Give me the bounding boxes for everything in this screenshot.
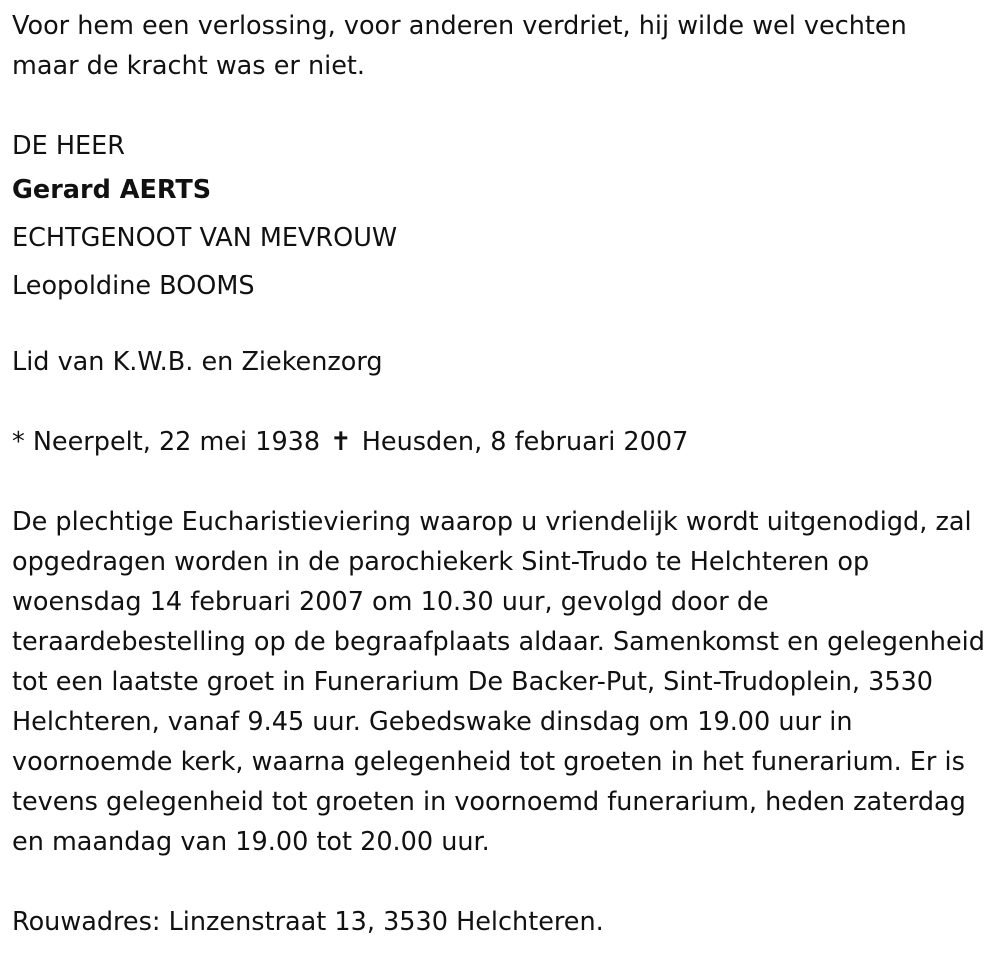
spouse-name: Leopoldine BOOMS	[12, 271, 255, 301]
spacer	[12, 462, 1000, 502]
birth-info: * Neerpelt, 22 mei 1938	[12, 427, 321, 457]
membership-line: Lid van K.W.B. en Ziekenzorg	[12, 347, 383, 377]
relation-label: ECHTGENOOT VAN MEVROUW	[12, 223, 398, 253]
spacer	[12, 382, 1000, 422]
cross-icon: ✝	[330, 427, 352, 457]
spacer	[12, 86, 1000, 126]
mourning-address: Rouwadres: Linzenstraat 13, 3530 Helchteren.	[12, 907, 604, 937]
spacer	[12, 862, 1000, 902]
ceremony-details: De plechtige Eucharistieviering waarop u vriendelijk wordt uitgenodigd, zal opgedragen worden in de parochiekerk Sint-Trudo te Helchteren op woensdag 14 februari 2007 om 10.30 uur, gevolgd door de teraardebestelling op de begraafplaats aldaar. Samenkomst en gelegenheid tot een laatste groet in Funerarium De Backer-Put, Sint-Trudoplein, 3530 Helchteren, vanaf 9.45 uur. Gebedswake dinsdag om 19.00 uur in voornoemde kerk, waarna gelegenheid tot groeten in het funerarium. Er is tevens gelegenheid tot groeten in voornoemd funerarium, heden zaterdag en maandag van 19.00 tot 20.00 uur.	[12, 507, 985, 857]
spacer	[12, 310, 1000, 342]
deceased-name: Gerard AERTS	[12, 175, 212, 205]
death-info: Heusden, 8 februari 2007	[361, 427, 689, 457]
title-prefix: DE HEER	[12, 131, 125, 161]
memorial-quote: Voor hem een verlossing, voor anderen verdriet, hij wilde wel vechten maar de kracht was er niet.	[12, 11, 907, 81]
birth-death-line	[12, 422, 1000, 462]
